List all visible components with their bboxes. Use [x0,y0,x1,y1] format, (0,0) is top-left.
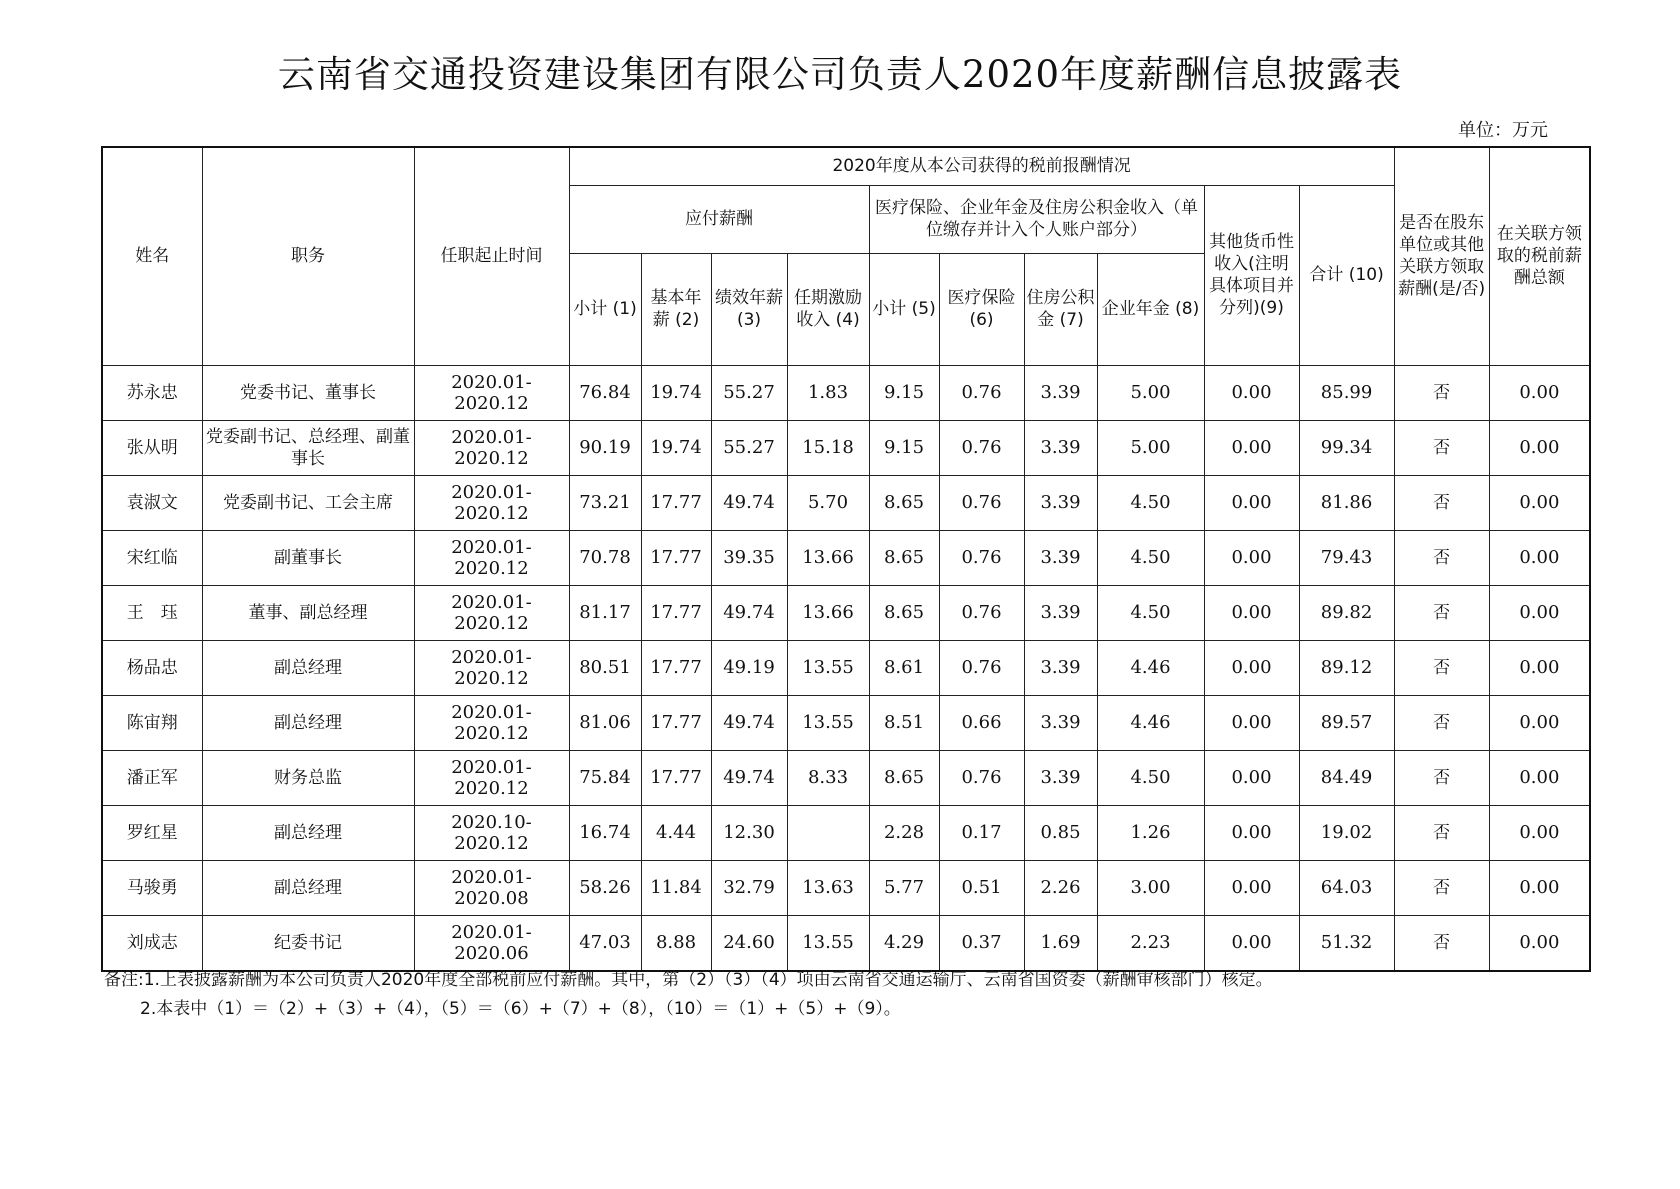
cell-name: 陈宙翔 [102,695,202,750]
header-position: 职务 [202,147,414,365]
salary-disclosure-table [101,146,1591,972]
cell-c4: 13.63 [787,860,869,915]
cell-c8: 4.50 [1097,530,1204,585]
cell-yn: 否 [1394,750,1489,805]
cell-c5: 8.51 [869,695,939,750]
cell-term: 2020.01-2020.12 [414,640,569,695]
cell-name: 潘正军 [102,750,202,805]
cell-term: 2020.01-2020.12 [414,475,569,530]
header-subtotal-5: 小计 (5) [869,253,939,365]
table-row [102,585,1590,640]
cell-name: 张从明 [102,420,202,475]
cell-c2: 17.77 [641,750,711,805]
cell-c6: 0.76 [939,475,1024,530]
cell-name: 苏永忠 [102,365,202,420]
table-row [102,805,1590,860]
cell-c5: 8.65 [869,530,939,585]
cell-c1: 81.17 [569,585,641,640]
cell-c10: 81.86 [1299,475,1394,530]
cell-c4: 5.70 [787,475,869,530]
table-body [102,365,1590,971]
cell-c6: 0.66 [939,695,1024,750]
header-shareholder: 是否在股东单位或其他关联方领取薪酬(是/否) [1394,147,1489,365]
cell-yn: 否 [1394,475,1489,530]
header-other-income: 其他货币性收入(注明具体项目并分列)(9) [1204,185,1299,365]
cell-c5: 2.28 [869,805,939,860]
cell-c4: 13.55 [787,915,869,971]
table-row [102,750,1590,805]
cell-c9: 0.00 [1204,475,1299,530]
cell-term: 2020.01-2020.12 [414,695,569,750]
cell-c10: 85.99 [1299,365,1394,420]
cell-c9: 0.00 [1204,640,1299,695]
cell-c10: 79.43 [1299,530,1394,585]
cell-c10: 89.12 [1299,640,1394,695]
cell-c4: 15.18 [787,420,869,475]
cell-rel: 0.00 [1489,475,1590,530]
cell-term: 2020.01-2020.12 [414,750,569,805]
cell-c2: 17.77 [641,475,711,530]
cell-c9: 0.00 [1204,805,1299,860]
cell-term: 2020.10-2020.12 [414,805,569,860]
cell-c1: 73.21 [569,475,641,530]
cell-c4: 1.83 [787,365,869,420]
cell-c6: 0.76 [939,585,1024,640]
cell-position: 党委副书记、总经理、副董事长 [202,420,414,475]
cell-yn: 否 [1394,420,1489,475]
cell-c6: 0.76 [939,640,1024,695]
cell-c10: 64.03 [1299,860,1394,915]
cell-c7: 3.39 [1024,365,1097,420]
note-2: 2.本表中（1）＝（2）+（3）+（4），（5）＝（6）+（7）+（8），（10）＝（1）+（5）+（9）。 [140,999,901,1019]
cell-c3: 49.74 [711,695,787,750]
table-row [102,475,1590,530]
cell-c8: 4.50 [1097,475,1204,530]
table-row [102,695,1590,750]
cell-c10: 84.49 [1299,750,1394,805]
cell-c7: 3.39 [1024,640,1097,695]
cell-c5: 8.65 [869,475,939,530]
cell-term: 2020.01-2020.06 [414,915,569,971]
cell-c7: 1.69 [1024,915,1097,971]
cell-c8: 4.50 [1097,585,1204,640]
header-payable: 应付薪酬 [569,185,869,253]
cell-position: 董事、副总经理 [202,585,414,640]
cell-c6: 0.76 [939,420,1024,475]
cell-c2: 19.74 [641,420,711,475]
cell-c1: 80.51 [569,640,641,695]
cell-position: 党委书记、董事长 [202,365,414,420]
cell-c10: 51.32 [1299,915,1394,971]
cell-c3: 55.27 [711,420,787,475]
cell-c2: 17.77 [641,585,711,640]
cell-c3: 24.60 [711,915,787,971]
cell-c6: 0.17 [939,805,1024,860]
cell-c8: 5.00 [1097,365,1204,420]
cell-term: 2020.01-2020.08 [414,860,569,915]
cell-rel: 0.00 [1489,860,1590,915]
cell-c1: 90.19 [569,420,641,475]
cell-c5: 5.77 [869,860,939,915]
cell-position: 副总经理 [202,640,414,695]
cell-term: 2020.01-2020.12 [414,530,569,585]
cell-c5: 8.65 [869,585,939,640]
header-annuity: 企业年金 (8) [1097,253,1204,365]
cell-c1: 58.26 [569,860,641,915]
cell-yn: 否 [1394,640,1489,695]
cell-term: 2020.01-2020.12 [414,365,569,420]
header-term: 任职起止时间 [414,147,569,365]
cell-rel: 0.00 [1489,585,1590,640]
cell-rel: 0.00 [1489,365,1590,420]
cell-c8: 1.26 [1097,805,1204,860]
unit-label: 单位：万元 [1458,120,1548,141]
cell-yn: 否 [1394,585,1489,640]
cell-c4: 8.33 [787,750,869,805]
cell-yn: 否 [1394,860,1489,915]
header-housing-fund: 住房公积金 (7) [1024,253,1097,365]
cell-c7: 3.39 [1024,695,1097,750]
cell-c4: 13.55 [787,695,869,750]
cell-rel: 0.00 [1489,805,1590,860]
cell-c1: 76.84 [569,365,641,420]
cell-c1: 47.03 [569,915,641,971]
cell-c2: 17.77 [641,530,711,585]
cell-c1: 16.74 [569,805,641,860]
header-medical: 医疗保险 (6) [939,253,1024,365]
cell-c1: 70.78 [569,530,641,585]
cell-c7: 3.39 [1024,420,1097,475]
cell-c2: 19.74 [641,365,711,420]
cell-c1: 81.06 [569,695,641,750]
cell-c6: 0.37 [939,915,1024,971]
cell-c3: 55.27 [711,365,787,420]
cell-c1: 75.84 [569,750,641,805]
header-insurance: 医疗保险、企业年金及住房公积金收入（单位缴存并计入个人账户部分） [869,185,1204,253]
cell-c9: 0.00 [1204,420,1299,475]
header-related-pay: 在关联方领取的税前薪酬总额 [1489,147,1590,365]
cell-c5: 8.61 [869,640,939,695]
header-performance-salary: 绩效年薪 (3) [711,253,787,365]
cell-rel: 0.00 [1489,530,1590,585]
cell-position: 副总经理 [202,860,414,915]
header-total: 合计 (10) [1299,185,1394,365]
cell-c7: 2.26 [1024,860,1097,915]
cell-c9: 0.00 [1204,860,1299,915]
header-name: 姓名 [102,147,202,365]
table-row [102,860,1590,915]
cell-yn: 否 [1394,805,1489,860]
cell-c10: 89.57 [1299,695,1394,750]
cell-c4: 13.66 [787,585,869,640]
cell-rel: 0.00 [1489,640,1590,695]
cell-position: 财务总监 [202,750,414,805]
cell-c3: 49.19 [711,640,787,695]
cell-c2: 17.77 [641,640,711,695]
cell-rel: 0.00 [1489,695,1590,750]
table-row [102,420,1590,475]
cell-c3: 49.74 [711,475,787,530]
cell-c9: 0.00 [1204,750,1299,805]
cell-c2: 11.84 [641,860,711,915]
cell-c8: 2.23 [1097,915,1204,971]
cell-yn: 否 [1394,915,1489,971]
cell-c6: 0.76 [939,365,1024,420]
cell-name: 杨品忠 [102,640,202,695]
cell-c10: 89.82 [1299,585,1394,640]
cell-c8: 4.46 [1097,640,1204,695]
table-row [102,640,1590,695]
header-subtotal-1: 小计 (1) [569,253,641,365]
cell-name: 宋红临 [102,530,202,585]
table-row [102,365,1590,420]
cell-rel: 0.00 [1489,750,1590,805]
cell-yn: 否 [1394,530,1489,585]
cell-c4 [787,805,869,860]
note-1: 备注:1.上表披露薪酬为本公司负责人2020年度全部税前应付薪酬。其中，第（2）（3）（4）项由云南省交通运输厅、云南省国资委（薪酬审核部门）核定。 [104,970,1273,990]
cell-yn: 否 [1394,365,1489,420]
cell-c6: 0.76 [939,530,1024,585]
cell-yn: 否 [1394,695,1489,750]
cell-rel: 0.00 [1489,420,1590,475]
cell-c7: 3.39 [1024,530,1097,585]
cell-name: 王 珏 [102,585,202,640]
cell-c2: 8.88 [641,915,711,971]
cell-c7: 0.85 [1024,805,1097,860]
cell-c8: 3.00 [1097,860,1204,915]
cell-c3: 49.74 [711,750,787,805]
cell-name: 刘成志 [102,915,202,971]
cell-c3: 32.79 [711,860,787,915]
cell-rel: 0.00 [1489,915,1590,971]
cell-position: 副总经理 [202,805,414,860]
cell-c9: 0.00 [1204,365,1299,420]
page-title: 云南省交通投资建设集团有限公司负责人2020年度薪酬信息披露表 [277,53,1403,96]
cell-c9: 0.00 [1204,915,1299,971]
cell-term: 2020.01-2020.12 [414,585,569,640]
cell-c7: 3.39 [1024,750,1097,805]
cell-c6: 0.51 [939,860,1024,915]
cell-c2: 4.44 [641,805,711,860]
cell-position: 副总经理 [202,695,414,750]
cell-c4: 13.66 [787,530,869,585]
notes [104,966,1273,1024]
cell-c10: 19.02 [1299,805,1394,860]
cell-c5: 4.29 [869,915,939,971]
cell-c2: 17.77 [641,695,711,750]
header-term-incentive: 任期激励收入 (4) [787,253,869,365]
cell-c8: 4.50 [1097,750,1204,805]
header-group-2020: 2020年度从本公司获得的税前报酬情况 [569,147,1394,185]
cell-c9: 0.00 [1204,585,1299,640]
cell-c3: 49.74 [711,585,787,640]
cell-name: 袁淑文 [102,475,202,530]
cell-c5: 9.15 [869,420,939,475]
header-base-salary: 基本年薪 (2) [641,253,711,365]
cell-c10: 99.34 [1299,420,1394,475]
cell-c7: 3.39 [1024,585,1097,640]
table-row [102,915,1590,971]
cell-c3: 12.30 [711,805,787,860]
cell-c8: 5.00 [1097,420,1204,475]
cell-c4: 13.55 [787,640,869,695]
cell-c5: 8.65 [869,750,939,805]
cell-c7: 3.39 [1024,475,1097,530]
cell-c6: 0.76 [939,750,1024,805]
cell-position: 党委副书记、工会主席 [202,475,414,530]
cell-c5: 9.15 [869,365,939,420]
cell-c3: 39.35 [711,530,787,585]
cell-position: 纪委书记 [202,915,414,971]
cell-position: 副董事长 [202,530,414,585]
table-row [102,530,1590,585]
cell-c8: 4.46 [1097,695,1204,750]
cell-name: 马骏勇 [102,860,202,915]
cell-name: 罗红星 [102,805,202,860]
cell-c9: 0.00 [1204,695,1299,750]
cell-c9: 0.00 [1204,530,1299,585]
cell-term: 2020.01-2020.12 [414,420,569,475]
